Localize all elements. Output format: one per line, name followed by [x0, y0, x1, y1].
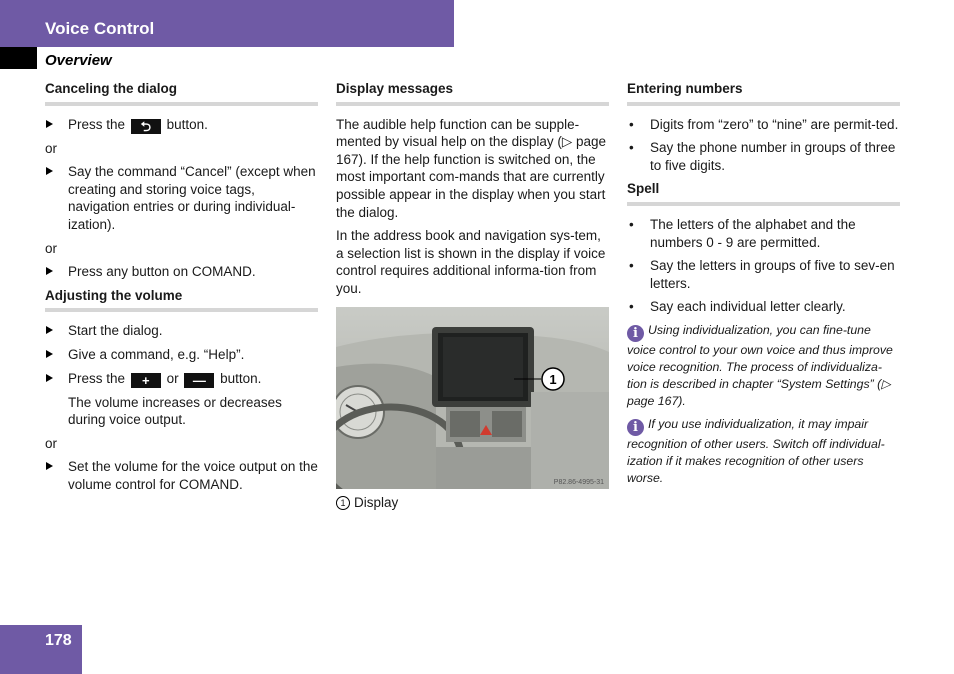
info-note: i Using individualization, you can fine-tune voice control to your own voice and thus improve voice recognition. The process of individualiza-tion is described in chapter “System Settings” (▷ page 167). [627, 322, 893, 408]
section-marker [0, 47, 37, 69]
arrow-bullet-icon [46, 267, 53, 275]
column-right [627, 80, 900, 493]
list-item: Set the volume for the voice output on the volume control for COMAND. [45, 458, 318, 493]
paragraph: In the address book and navigation sys-tem, a selection list is shown in the display if voice control requires additional informa-tion from you. [336, 228, 606, 296]
list-item: Press the + or — button. [45, 370, 318, 388]
paragraph: The audible help function can be supple-mented by visual help on the display (▷ page 167). If the help function is switched on, the most important com-mands that are currently possible appear in the display when you start the dialog. [336, 116, 607, 220]
bullet-icon: • [629, 140, 634, 156]
arrow-bullet-icon [46, 326, 53, 334]
column-middle [336, 80, 609, 304]
list-item: • Say the phone number in groups of three to five digits. [629, 140, 896, 173]
column-left [45, 80, 318, 500]
page-number: 178 [45, 632, 72, 649]
plus-button-icon: + [131, 373, 161, 388]
heading-canceling: Canceling the dialog [45, 80, 318, 106]
or-text: or [45, 240, 58, 256]
section-title: Overview [45, 52, 112, 69]
back-button-icon: ⮌ [131, 119, 161, 134]
heading-entering-numbers: Entering numbers [627, 80, 900, 106]
arrow-bullet-icon [46, 120, 53, 128]
list-item: • Say each individual letter clearly. [629, 299, 846, 315]
info-icon: i [627, 419, 644, 436]
chapter-title: Voice Control [45, 19, 155, 38]
photo-caption: 1 Display [336, 495, 398, 510]
or-text: or [45, 435, 58, 451]
bullet-icon: • [629, 216, 634, 232]
bullet-icon: • [629, 299, 634, 315]
heading-volume: Adjusting the volume [45, 287, 318, 313]
bullet-icon: • [629, 258, 634, 274]
arrow-bullet-icon [46, 167, 53, 175]
list-item: Start the dialog. [45, 322, 318, 340]
heading-display-messages: Display messages [336, 80, 609, 106]
list-item: Give a command, e.g. “Help”. [45, 346, 318, 364]
minus-button-icon: — [184, 373, 214, 388]
dashboard-illustration [336, 307, 609, 489]
dashboard-display-photo [336, 307, 609, 489]
photo-code: P82.86-4995-31 [553, 479, 604, 486]
info-icon: i [627, 325, 644, 342]
callout-number: 1 [549, 372, 557, 387]
or-text: or [45, 140, 58, 156]
item-note: The volume increases or decreases during voice output. [68, 394, 282, 428]
bullet-icon: • [629, 116, 634, 132]
list-item: Say the command “Cancel” (except when creating and storing voice tags, navigation entries or during individual-ization). [45, 163, 318, 233]
list-item: Press any button on COMAND. [45, 263, 318, 281]
arrow-bullet-icon [46, 374, 53, 382]
heading-spell: Spell [627, 180, 900, 206]
arrow-bullet-icon [46, 462, 53, 470]
arrow-bullet-icon [46, 350, 53, 358]
list-item: • The letters of the alphabet and the numbers 0 - 9 are permitted. [629, 216, 856, 250]
list-item: • Digits from “zero” to “nine” are permit-ted. [629, 116, 899, 132]
list-item: Press the ⮌ button. [45, 116, 318, 134]
list-item: • Say the letters in groups of five to sev-en letters. [629, 258, 895, 291]
info-note: i If you use individualization, it may impair recognition of other users. Switch off individual-ization if it makes recognition of other users worse. [627, 416, 885, 485]
caption-number: 1 [336, 496, 350, 510]
